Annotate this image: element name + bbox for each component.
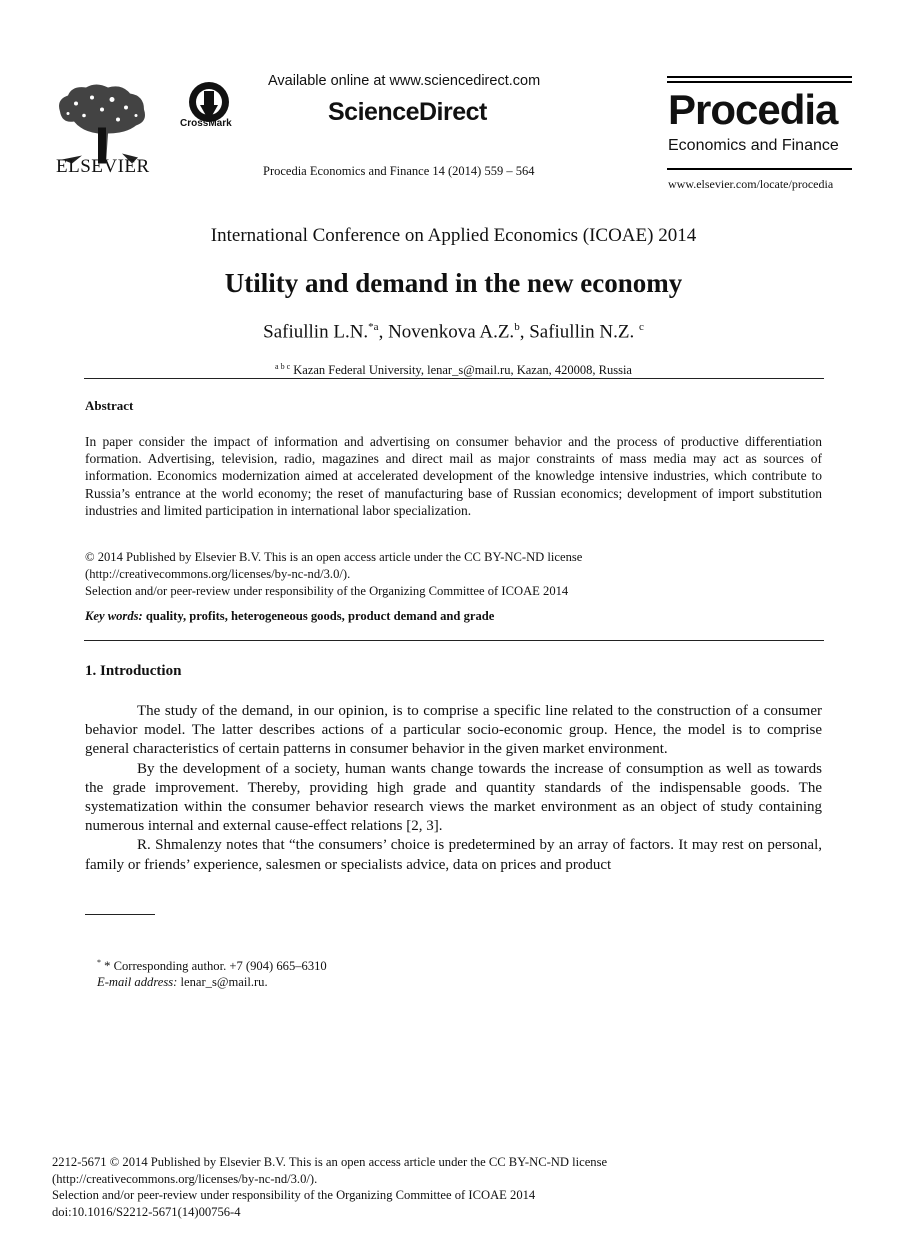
author-1-sup: *a [368,321,379,333]
author-3-sup: c [638,321,644,333]
affiliation-text: Kazan Federal University, lenar_s@mail.ru, Kazan, 420008, Russia [293,363,632,378]
license-link[interactable]: (http://creativecommons.org/licenses/by-nc-nd/3.0/). [85,567,351,581]
divider-top [84,378,824,379]
footer-license-link[interactable]: (http://creativecommons.org/licenses/by-nc-nd/3.0/). [52,1171,318,1186]
footnote-rule [85,914,155,915]
procedia-subtitle: Economics and Finance [668,137,839,154]
copyright-block [85,549,822,600]
procedia-logo: Procedia [668,86,838,133]
page-footer [52,1154,607,1220]
footnote-text: * Corresponding author. +7 (904) 665–6310 [101,959,327,974]
author-list [0,321,907,343]
keywords-label: Key words: [85,609,143,623]
footer-review-line: Selection and/or peer-review under responsibility of the Organizing Committee of ICOAE 2014 [52,1188,536,1203]
procedia-top-rules [667,76,852,86]
email-label: E-mail address: [97,975,178,989]
section-heading: 1. Introduction [85,663,182,679]
author-1: Safiullin L.N. [263,321,369,343]
sciencedirect-logo: ScienceDirect [328,98,487,126]
footnote-email [97,975,268,990]
procedia-rule [667,168,852,170]
divider-middle [84,640,824,641]
abstract-text: In paper consider the impact of information and advertising on consumer behavior and the process of productive differentiation formation. Advertising, television, radio, magazines and direct mail as major constraints of mass media may act as sources of information. Economics modernization aimed at accelerated development of the knowledge intensive industries, which contribute to Russia’s entrance at the world economy; the reset of manufacturing base of Russian economics; development of import substitution industries and limited participation in international labor specialization. [85,434,822,518]
author-2-sup: b [514,321,520,333]
footnote-sup: * [97,958,101,967]
paragraph: The study of the demand, in our opinion, is to comprise a specific line related to the construction of a consumer behavior model. The latter describes actions of a particular socio-economic group. Hence, the model is to comprise general characteristics of certain patterns in consumer behavior in the given market environment. [85,703,822,758]
footnote-corresponding [97,958,327,974]
footer-doi[interactable]: doi:10.1016/S2212-5671(14)00756-4 [52,1204,241,1219]
abstract-heading: Abstract [85,398,134,413]
author-2: , Novenkova A.Z. [378,321,515,343]
keywords [85,609,494,624]
peer-review-line: Selection and/or peer-review under responsibility of the Organizing Committee of ICOAE 2014 [85,584,569,598]
footer-issn-line: 2212-5671 © 2014 Published by Elsevier B.V. This is an open access article under the CC BY-NC-ND license [52,1155,608,1169]
available-online-text: Available online at www.sciencedirect.com [268,73,541,89]
email-value[interactable]: lenar_s@mail.ru. [177,975,268,989]
keywords-text: quality, profits, heterogeneous goods, product demand and grade [142,609,495,623]
conference-name: International Conference on Applied Economics (ICOAE) 2014 [210,225,697,246]
publisher-name: ELSEVIER [56,156,150,177]
copyright-line: © 2014 Published by Elsevier B.V. This is an open access article under the CC BY-NC-ND license [85,550,583,564]
affiliation-sup: a b c [275,362,291,371]
author-3: , Safiullin N.Z. [519,321,639,343]
journal-reference: Procedia Economics and Finance 14 (2014) 559 – 564 [263,164,535,178]
crossmark-label: CrossMark [180,118,232,129]
section-body [85,702,822,875]
paper-title: Utility and demand in the new economy [224,268,683,298]
procedia-url-link[interactable]: www.elsevier.com/locate/procedia [668,177,834,191]
paragraph: By the development of a society, human wants change towards the increase of consumption as well as towards the grade improvement. Thereby, providing high grade and quantity standards of the indispensable goods. The systematization within the consumer behavior research views the market environment as an object of study containing numerous internal and external cause-effect relations [2, 3]. [85,760,822,835]
paragraph: R. Shmalenzy notes that “the consumers’ choice is predetermined by an array of factors. It may rest on personal, family or friends’ experience, salesmen or specialists advice, data on prices and product [85,837,822,873]
affiliation [0,362,907,378]
